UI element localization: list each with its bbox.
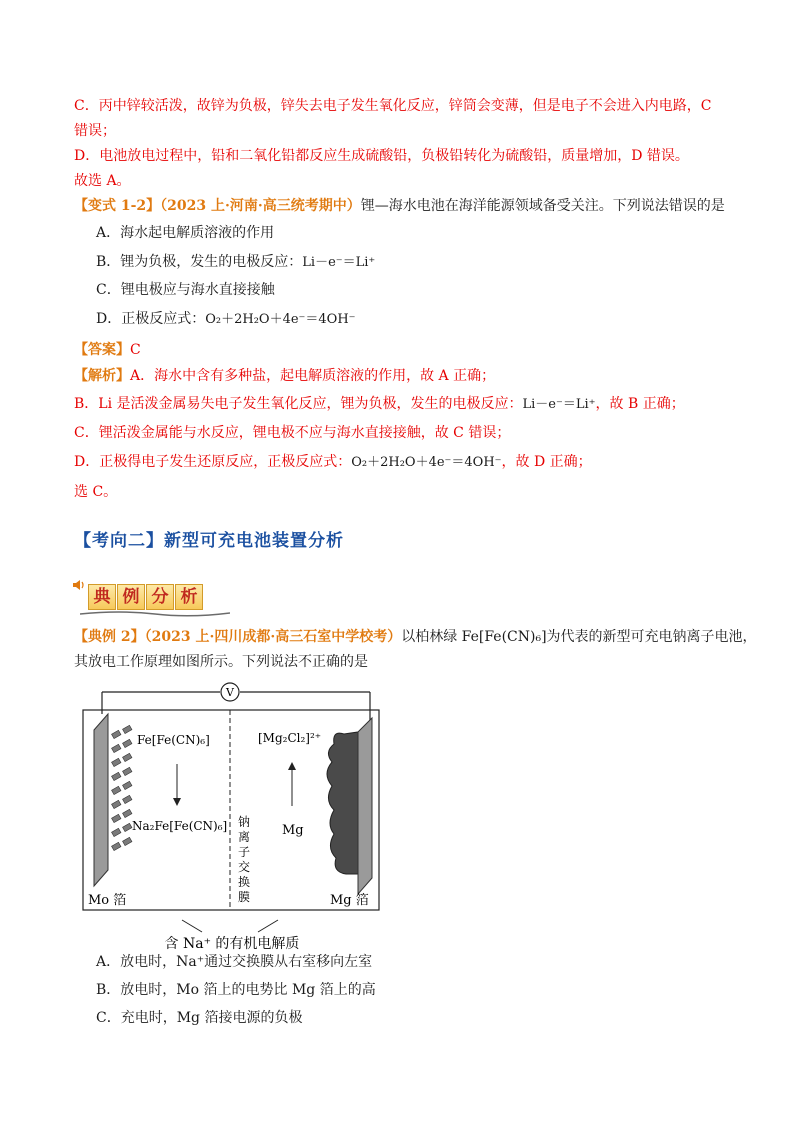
variant-option-b [96, 252, 375, 273]
variant-option-d-text: D．正极反应式： [96, 311, 206, 327]
answer-line [74, 340, 141, 360]
banner-char-2: 例 [117, 584, 145, 610]
membrane-char-5: 换 [237, 875, 251, 889]
analysis-a-text: A．海水中含有多种盐，起电解质溶液的作用，故 A 正确； [130, 368, 496, 384]
example-option-a: A．放电时，Na⁺通过交换膜从右室移向左室 [96, 954, 373, 970]
analysis-c-line: C．锂活泼金属能与水反应，锂电极不应与海水直接接触，故 C 错误； [74, 425, 511, 441]
mg-foil-electrode [358, 718, 372, 894]
right-top-ion-label: [Mg₂Cl₂]²⁺ [258, 731, 322, 745]
voltmeter-icon [221, 683, 239, 701]
analysis-b-formula: Li－e⁻＝Li⁺ [522, 397, 596, 412]
example-stem-1: 以柏林绿 Fe[Fe(CN)₆]为代表的新型可充电钠离子电池， [401, 629, 757, 645]
banner-char-1: 典 [88, 584, 116, 610]
membrane-char-2: 离 [237, 830, 251, 844]
variant-option-b-text: B．锂为负极，发生的电极反应： [96, 254, 303, 270]
left-top-compound-label: Fe[Fe(CN)₆] [137, 733, 210, 747]
example-source: （2023 上·四川成都·高三石室中学校考） [144, 629, 402, 645]
variant-option-c: C．锂电极应与海水直接接触 [96, 282, 275, 298]
caption-arrow-left [182, 920, 202, 932]
membrane-label [238, 814, 250, 904]
membrane-char-4: 交 [237, 860, 251, 874]
voltmeter-label: V [226, 686, 234, 699]
caption-arrow-right [258, 920, 278, 932]
example-tag: 【典例 2】 [74, 629, 145, 645]
analysis-label: 【解析】 [74, 368, 130, 384]
analysis-d-text: D．正极得电子发生还原反应，正极反应式： [74, 454, 352, 470]
variant-tag: 【变式 1-2】 [74, 198, 161, 214]
variant-source: （2023 上·河南·高三统考期中） [160, 198, 361, 214]
section-title: 【考向二】新型可充电池装置分析 [74, 531, 344, 551]
membrane-char-1: 钠 [237, 815, 251, 829]
banner-char-4: 析 [175, 584, 203, 610]
answer-label: 【答案】 [74, 342, 130, 358]
membrane-char-6: 膜 [237, 890, 251, 904]
variant-option-d [96, 309, 356, 330]
variant-question-stem [74, 196, 725, 216]
explanation-d-line: D．电池放电过程中，铅和二氧化铅都反应生成硫酸铅，负极铅转化为硫酸铅，质量增加，D 错误。 [74, 148, 689, 164]
right-bottom-metal-label: Mg [282, 823, 304, 838]
example-analysis-banner [72, 576, 222, 616]
analysis-choose-line: 选 C。 [74, 484, 118, 500]
example-option-c: C．充电时，Mg 箔接电源的负极 [96, 1010, 303, 1026]
banner-underline [80, 610, 230, 618]
mo-foil-electrode [94, 714, 108, 886]
mo-foil-label: Mo 箔 [88, 893, 127, 908]
mg-deposit [327, 732, 358, 874]
left-arrow-head [173, 798, 181, 806]
analysis-b-suffix: ，故 B 正确； [595, 396, 685, 412]
answer-value: C [130, 342, 141, 358]
variant-option-d-formula: O₂＋2H₂O＋4e⁻＝4OH⁻ [205, 312, 356, 327]
choose-a-line: 故选 A。 [74, 173, 131, 189]
speaker-icon [72, 578, 86, 592]
analysis-d-formula: O₂＋2H₂O＋4e⁻＝4OH⁻ [351, 455, 502, 470]
example-question-stem-2: 其放电工作原理如图所示。下列说法不正确的是 [74, 654, 368, 670]
right-arrow-head [288, 762, 296, 770]
analysis-b-text: B．Li 是活泼金属易失电子发生氧化反应，锂为负极，发生的电极反应： [74, 396, 523, 412]
explanation-c-line-2: 错误； [74, 123, 116, 139]
electrode-particles [112, 725, 132, 850]
variant-option-b-formula: Li－e⁻＝Li⁺ [302, 255, 376, 270]
example-option-b: B．放电时，Mo 箔上的电势比 Mg 箔上的高 [96, 982, 376, 998]
left-bottom-compound-label: Na₂Fe[Fe(CN)₆] [132, 819, 228, 833]
variant-stem: 锂—海水电池在海洋能源领域备受关注。下列说法错误的是 [360, 198, 725, 214]
mg-foil-label: Mg 箔 [330, 893, 369, 908]
variant-option-a: A．海水起电解质溶液的作用 [96, 225, 275, 241]
battery-diagram [82, 682, 400, 972]
electrolyte-caption: 含 Na⁺ 的有机电解质 [164, 936, 300, 952]
analysis-d-suffix: ，故 D 正确； [501, 454, 592, 470]
explanation-c-line-1: C．丙中锌较活泼，故锌为负极，锌失去电子发生氧化反应，锌筒会变薄，但是电子不会进入内电路，C [74, 98, 712, 114]
analysis-d-line [74, 452, 592, 473]
banner-char-3: 分 [146, 584, 174, 610]
membrane-char-3: 子 [237, 845, 251, 859]
analysis-a-line [74, 366, 495, 386]
example-question-stem-1 [74, 627, 757, 647]
analysis-b-line [74, 394, 685, 415]
